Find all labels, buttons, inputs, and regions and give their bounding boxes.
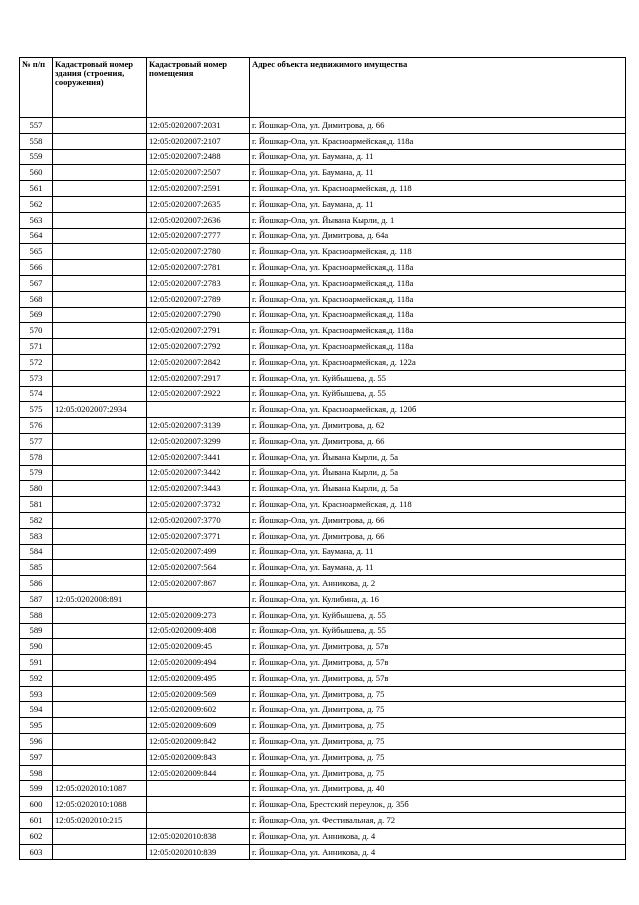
cell-number: 575	[20, 402, 53, 418]
cell-number: 559	[20, 149, 53, 165]
cell-room-cadastral-number: 12:05:0202007:2777	[147, 228, 250, 244]
cell-number: 586	[20, 576, 53, 592]
table-row	[20, 623, 626, 639]
cell-room-cadastral-number: 12:05:0202007:2790	[147, 307, 250, 323]
cell-number: 557	[20, 118, 53, 134]
cell-building-cadastral-number	[53, 354, 147, 370]
cell-room-cadastral-number: 12:05:0202007:2781	[147, 260, 250, 276]
cell-address: г. Йошкар-Ола, ул. Димитрова, д. 57в	[250, 670, 626, 686]
cell-building-cadastral-number	[53, 433, 147, 449]
cell-number: 599	[20, 781, 53, 797]
cell-number: 592	[20, 670, 53, 686]
cell-building-cadastral-number: 12:05:0202007:2934	[53, 402, 147, 418]
cell-address: г. Йошкар-Ола, ул. Димитрова, д. 66	[250, 512, 626, 528]
cell-building-cadastral-number	[53, 718, 147, 734]
cell-room-cadastral-number	[147, 591, 250, 607]
cell-room-cadastral-number: 12:05:0202007:2917	[147, 370, 250, 386]
table-row	[20, 591, 626, 607]
cell-address: г. Йошкар-Ола, ул. Димитрова, д. 66	[250, 118, 626, 134]
cell-room-cadastral-number: 12:05:0202007:2107	[147, 133, 250, 149]
cell-room-cadastral-number: 12:05:0202007:2842	[147, 354, 250, 370]
cell-building-cadastral-number	[53, 291, 147, 307]
cell-room-cadastral-number: 12:05:0202009:844	[147, 765, 250, 781]
table-row	[20, 813, 626, 829]
cell-address: г. Йошкар-Ола, ул. Фестивальная, д. 72	[250, 813, 626, 829]
cell-address: г. Йошкар-Ола, ул. Димитрова, д. 57в	[250, 655, 626, 671]
cell-room-cadastral-number: 12:05:0202009:494	[147, 655, 250, 671]
cell-room-cadastral-number: 12:05:0202007:3441	[147, 449, 250, 465]
cell-room-cadastral-number	[147, 781, 250, 797]
table-row	[20, 149, 626, 165]
cell-number: 570	[20, 323, 53, 339]
cell-number: 594	[20, 702, 53, 718]
cell-building-cadastral-number	[53, 639, 147, 655]
cell-address: г. Йошкар-Ола, ул. Анникова, д. 2	[250, 576, 626, 592]
cell-room-cadastral-number: 12:05:0202009:495	[147, 670, 250, 686]
table-row	[20, 244, 626, 260]
cell-building-cadastral-number	[53, 228, 147, 244]
cell-room-cadastral-number: 12:05:0202007:3771	[147, 528, 250, 544]
cell-building-cadastral-number	[53, 133, 147, 149]
cell-address: г. Йошкар-Ола, ул. Димитрова, д. 66	[250, 528, 626, 544]
table-row	[20, 481, 626, 497]
cell-building-cadastral-number	[53, 560, 147, 576]
table-row	[20, 765, 626, 781]
cell-address: г. Йошкар-Ола, ул. Йывана Кырли, д. 5а	[250, 449, 626, 465]
cell-room-cadastral-number: 12:05:0202007:2591	[147, 181, 250, 197]
cell-address: г. Йошкар-Ола, ул. Красноармейская,д. 118а	[250, 323, 626, 339]
cell-building-cadastral-number	[53, 655, 147, 671]
cell-building-cadastral-number	[53, 465, 147, 481]
table-row	[20, 734, 626, 750]
cell-room-cadastral-number: 12:05:0202007:2922	[147, 386, 250, 402]
table-row	[20, 228, 626, 244]
table-row	[20, 607, 626, 623]
cell-room-cadastral-number: 12:05:0202007:2791	[147, 323, 250, 339]
table-row	[20, 196, 626, 212]
cell-address: г. Йошкар-Ола, ул. Баумана, д. 11	[250, 165, 626, 181]
table-row	[20, 828, 626, 844]
cell-room-cadastral-number	[147, 797, 250, 813]
cell-room-cadastral-number: 12:05:0202007:2792	[147, 339, 250, 355]
cell-number: 567	[20, 275, 53, 291]
cell-address: г. Йошкар-Ола, ул. Куйбышева, д. 55	[250, 607, 626, 623]
cell-number: 600	[20, 797, 53, 813]
cell-address: г. Йошкар-Ола, ул. Красноармейская,д. 118а	[250, 291, 626, 307]
cell-address: г. Йошкар-Ола, ул. Красноармейская,д. 118а	[250, 339, 626, 355]
cell-number: 585	[20, 560, 53, 576]
cell-address: г. Йошкар-Ола, ул. Красноармейская, д. 118	[250, 181, 626, 197]
cell-address: г. Йошкар-Ола, ул. Красноармейская, д. 122а	[250, 354, 626, 370]
cell-room-cadastral-number: 12:05:0202009:273	[147, 607, 250, 623]
table-row	[20, 370, 626, 386]
cell-building-cadastral-number	[53, 196, 147, 212]
cell-building-cadastral-number	[53, 386, 147, 402]
cell-room-cadastral-number: 12:05:0202007:867	[147, 576, 250, 592]
table-row	[20, 418, 626, 434]
cell-address: г. Йошкар-Ола, ул. Красноармейская,д. 118а	[250, 260, 626, 276]
table-row	[20, 781, 626, 797]
cell-room-cadastral-number: 12:05:0202007:2783	[147, 275, 250, 291]
cell-number: 571	[20, 339, 53, 355]
table-row	[20, 560, 626, 576]
cell-building-cadastral-number	[53, 275, 147, 291]
cell-address: г. Йошкар-Ола, ул. Димитрова, д. 75	[250, 765, 626, 781]
table-row	[20, 702, 626, 718]
cell-number: 566	[20, 260, 53, 276]
cell-address: г. Йошкар-Ола, ул. Баумана, д. 11	[250, 544, 626, 560]
cell-number: 576	[20, 418, 53, 434]
cell-building-cadastral-number	[53, 607, 147, 623]
cell-number: 568	[20, 291, 53, 307]
cell-number: 583	[20, 528, 53, 544]
cell-number: 603	[20, 844, 53, 860]
table-row	[20, 212, 626, 228]
cell-building-cadastral-number	[53, 212, 147, 228]
cell-number: 595	[20, 718, 53, 734]
table-row	[20, 844, 626, 860]
table-row	[20, 686, 626, 702]
table-header-row	[20, 58, 626, 118]
cell-building-cadastral-number	[53, 734, 147, 750]
property-registry-table	[19, 57, 626, 860]
cell-room-cadastral-number	[147, 402, 250, 418]
cell-number: 577	[20, 433, 53, 449]
table-row	[20, 291, 626, 307]
table-row	[20, 718, 626, 734]
cell-room-cadastral-number: 12:05:0202007:2780	[147, 244, 250, 260]
cell-number: 573	[20, 370, 53, 386]
cell-room-cadastral-number: 12:05:0202007:2789	[147, 291, 250, 307]
cell-room-cadastral-number: 12:05:0202009:843	[147, 749, 250, 765]
cell-building-cadastral-number	[53, 844, 147, 860]
cell-number: 558	[20, 133, 53, 149]
cell-address: г. Йошкар-Ола, ул. Красноармейская,д. 118а	[250, 275, 626, 291]
cell-building-cadastral-number	[53, 118, 147, 134]
cell-room-cadastral-number: 12:05:0202007:2635	[147, 196, 250, 212]
cell-building-cadastral-number	[53, 307, 147, 323]
cell-number: 564	[20, 228, 53, 244]
cell-address: г. Йошкар-Ола, ул. Димитрова, д. 62	[250, 418, 626, 434]
cell-number: 596	[20, 734, 53, 750]
table-row	[20, 639, 626, 655]
cell-address: г. Йошкар-Ола, ул. Димитрова, д. 75	[250, 686, 626, 702]
cell-number: 601	[20, 813, 53, 829]
cell-building-cadastral-number	[53, 670, 147, 686]
table-row	[20, 497, 626, 513]
cell-number: 561	[20, 181, 53, 197]
cell-building-cadastral-number: 12:05:0202010:1087	[53, 781, 147, 797]
cell-address: г. Йошкар-Ола, ул. Баумана, д. 11	[250, 149, 626, 165]
cell-address: г. Йошкар-Ола, ул. Димитрова, д. 75	[250, 749, 626, 765]
cell-address: г. Йошкар-Ола, ул. Йывана Кырли, д. 1	[250, 212, 626, 228]
cell-building-cadastral-number	[53, 686, 147, 702]
table-row	[20, 449, 626, 465]
cell-room-cadastral-number: 12:05:0202007:2031	[147, 118, 250, 134]
cell-address: г. Йошкар-Ола, ул. Димитрова, д. 75	[250, 702, 626, 718]
cell-address: г. Йошкар-Ола, ул. Анникова, д. 4	[250, 828, 626, 844]
table-row	[20, 465, 626, 481]
table-row	[20, 260, 626, 276]
cell-room-cadastral-number: 12:05:0202009:408	[147, 623, 250, 639]
cell-room-cadastral-number: 12:05:0202007:499	[147, 544, 250, 560]
cell-number: 598	[20, 765, 53, 781]
table-row	[20, 165, 626, 181]
cell-address: г. Йошкар-Ола, ул. Куйбышева, д. 55	[250, 370, 626, 386]
cell-address: г. Йошкар-Ола, ул. Димитрова, д. 40	[250, 781, 626, 797]
cell-number: 584	[20, 544, 53, 560]
table-row	[20, 402, 626, 418]
cell-building-cadastral-number	[53, 481, 147, 497]
cell-number: 582	[20, 512, 53, 528]
table-row	[20, 528, 626, 544]
cell-room-cadastral-number: 12:05:0202007:3732	[147, 497, 250, 513]
table-row	[20, 181, 626, 197]
cell-room-cadastral-number: 12:05:0202007:3299	[147, 433, 250, 449]
table-row	[20, 386, 626, 402]
cell-number: 597	[20, 749, 53, 765]
cell-address: г. Йошкар-Ола, ул. Баумана, д. 11	[250, 196, 626, 212]
cell-building-cadastral-number: 12:05:0202010:215	[53, 813, 147, 829]
header-number: № п/п	[20, 58, 53, 118]
cell-address: г. Йошкар-Ола, ул. Куйбышева, д. 55	[250, 623, 626, 639]
cell-room-cadastral-number: 12:05:0202009:609	[147, 718, 250, 734]
table-row	[20, 576, 626, 592]
cell-building-cadastral-number	[53, 576, 147, 592]
cell-number: 593	[20, 686, 53, 702]
cell-room-cadastral-number	[147, 813, 250, 829]
cell-building-cadastral-number	[53, 765, 147, 781]
cell-number: 562	[20, 196, 53, 212]
cell-number: 588	[20, 607, 53, 623]
cell-building-cadastral-number	[53, 449, 147, 465]
cell-number: 563	[20, 212, 53, 228]
cell-address: г. Йошкар-Ола, ул. Йывана Кырли, д. 5а	[250, 481, 626, 497]
cell-room-cadastral-number: 12:05:0202007:2507	[147, 165, 250, 181]
cell-room-cadastral-number: 12:05:0202007:2488	[147, 149, 250, 165]
table-row	[20, 323, 626, 339]
table-body	[20, 118, 626, 860]
cell-number: 574	[20, 386, 53, 402]
cell-address: г. Йошкар-Ола, ул. Красноармейская,д. 118а	[250, 133, 626, 149]
cell-number: 581	[20, 497, 53, 513]
cell-building-cadastral-number	[53, 339, 147, 355]
cell-address: г. Йошкар-Ола, ул. Димитрова, д. 57в	[250, 639, 626, 655]
table-row	[20, 133, 626, 149]
table-row	[20, 339, 626, 355]
table-row	[20, 307, 626, 323]
cell-room-cadastral-number: 12:05:0202010:838	[147, 828, 250, 844]
cell-building-cadastral-number	[53, 544, 147, 560]
cell-number: 590	[20, 639, 53, 655]
table-row	[20, 275, 626, 291]
cell-room-cadastral-number: 12:05:0202009:569	[147, 686, 250, 702]
cell-building-cadastral-number	[53, 512, 147, 528]
header-building-cadastral-number: Кадастровый номер здания (строения, сооружения)	[53, 58, 147, 118]
cell-room-cadastral-number: 12:05:0202007:564	[147, 560, 250, 576]
table-row	[20, 544, 626, 560]
cell-building-cadastral-number	[53, 623, 147, 639]
cell-address: г. Йошкар-Ола, ул. Баумана, д. 11	[250, 560, 626, 576]
cell-number: 578	[20, 449, 53, 465]
cell-address: г. Йошкар-Ола, ул. Анникова, д. 4	[250, 844, 626, 860]
cell-room-cadastral-number: 12:05:0202009:602	[147, 702, 250, 718]
cell-address: г. Йошкар-Ола, ул. Йывана Кырли, д. 5а	[250, 465, 626, 481]
cell-number: 569	[20, 307, 53, 323]
cell-building-cadastral-number	[53, 149, 147, 165]
table-row	[20, 655, 626, 671]
cell-address: г. Йошкар-Ола, Брестский переулок, д. 35б	[250, 797, 626, 813]
cell-building-cadastral-number	[53, 244, 147, 260]
table-row	[20, 670, 626, 686]
table-row	[20, 512, 626, 528]
table-row	[20, 354, 626, 370]
cell-number: 579	[20, 465, 53, 481]
cell-room-cadastral-number: 12:05:0202007:3442	[147, 465, 250, 481]
cell-address: г. Йошкар-Ола, ул. Красноармейская, д. 118	[250, 244, 626, 260]
cell-room-cadastral-number: 12:05:0202007:3443	[147, 481, 250, 497]
cell-address: г. Йошкар-Ола, ул. Кулибина, д. 16	[250, 591, 626, 607]
table-row	[20, 797, 626, 813]
cell-room-cadastral-number: 12:05:0202010:839	[147, 844, 250, 860]
cell-room-cadastral-number: 12:05:0202007:3139	[147, 418, 250, 434]
cell-room-cadastral-number: 12:05:0202009:842	[147, 734, 250, 750]
cell-address: г. Йошкар-Ола, ул. Красноармейская, д. 118	[250, 497, 626, 513]
header-address: Адрес объекта недвижимого имущества	[250, 58, 626, 118]
cell-building-cadastral-number	[53, 828, 147, 844]
cell-building-cadastral-number	[53, 370, 147, 386]
table-row	[20, 749, 626, 765]
cell-room-cadastral-number: 12:05:0202007:2636	[147, 212, 250, 228]
cell-address: г. Йошкар-Ола, ул. Красноармейская,д. 118а	[250, 307, 626, 323]
cell-address: г. Йошкар-Ола, ул. Димитрова, д. 75	[250, 718, 626, 734]
cell-building-cadastral-number	[53, 528, 147, 544]
cell-room-cadastral-number: 12:05:0202009:45	[147, 639, 250, 655]
table-row	[20, 433, 626, 449]
cell-building-cadastral-number	[53, 323, 147, 339]
cell-number: 565	[20, 244, 53, 260]
cell-building-cadastral-number	[53, 260, 147, 276]
cell-building-cadastral-number	[53, 702, 147, 718]
cell-address: г. Йошкар-Ола, ул. Куйбышева, д. 55	[250, 386, 626, 402]
cell-building-cadastral-number	[53, 497, 147, 513]
cell-address: г. Йошкар-Ола, ул. Димитрова, д. 75	[250, 734, 626, 750]
cell-address: г. Йошкар-Ола, ул. Красноармейская, д. 120б	[250, 402, 626, 418]
cell-number: 572	[20, 354, 53, 370]
cell-building-cadastral-number	[53, 749, 147, 765]
cell-room-cadastral-number: 12:05:0202007:3770	[147, 512, 250, 528]
cell-number: 560	[20, 165, 53, 181]
table-row	[20, 118, 626, 134]
cell-building-cadastral-number: 12:05:0202008:891	[53, 591, 147, 607]
cell-number: 587	[20, 591, 53, 607]
cell-building-cadastral-number: 12:05:0202010:1088	[53, 797, 147, 813]
cell-number: 591	[20, 655, 53, 671]
cell-address: г. Йошкар-Ола, ул. Димитрова, д. 64а	[250, 228, 626, 244]
cell-number: 589	[20, 623, 53, 639]
cell-building-cadastral-number	[53, 181, 147, 197]
cell-number: 602	[20, 828, 53, 844]
cell-number: 580	[20, 481, 53, 497]
header-room-cadastral-number: Кадастровый номер помещения	[147, 58, 250, 118]
cell-building-cadastral-number	[53, 418, 147, 434]
cell-address: г. Йошкар-Ола, ул. Димитрова, д. 66	[250, 433, 626, 449]
cell-building-cadastral-number	[53, 165, 147, 181]
